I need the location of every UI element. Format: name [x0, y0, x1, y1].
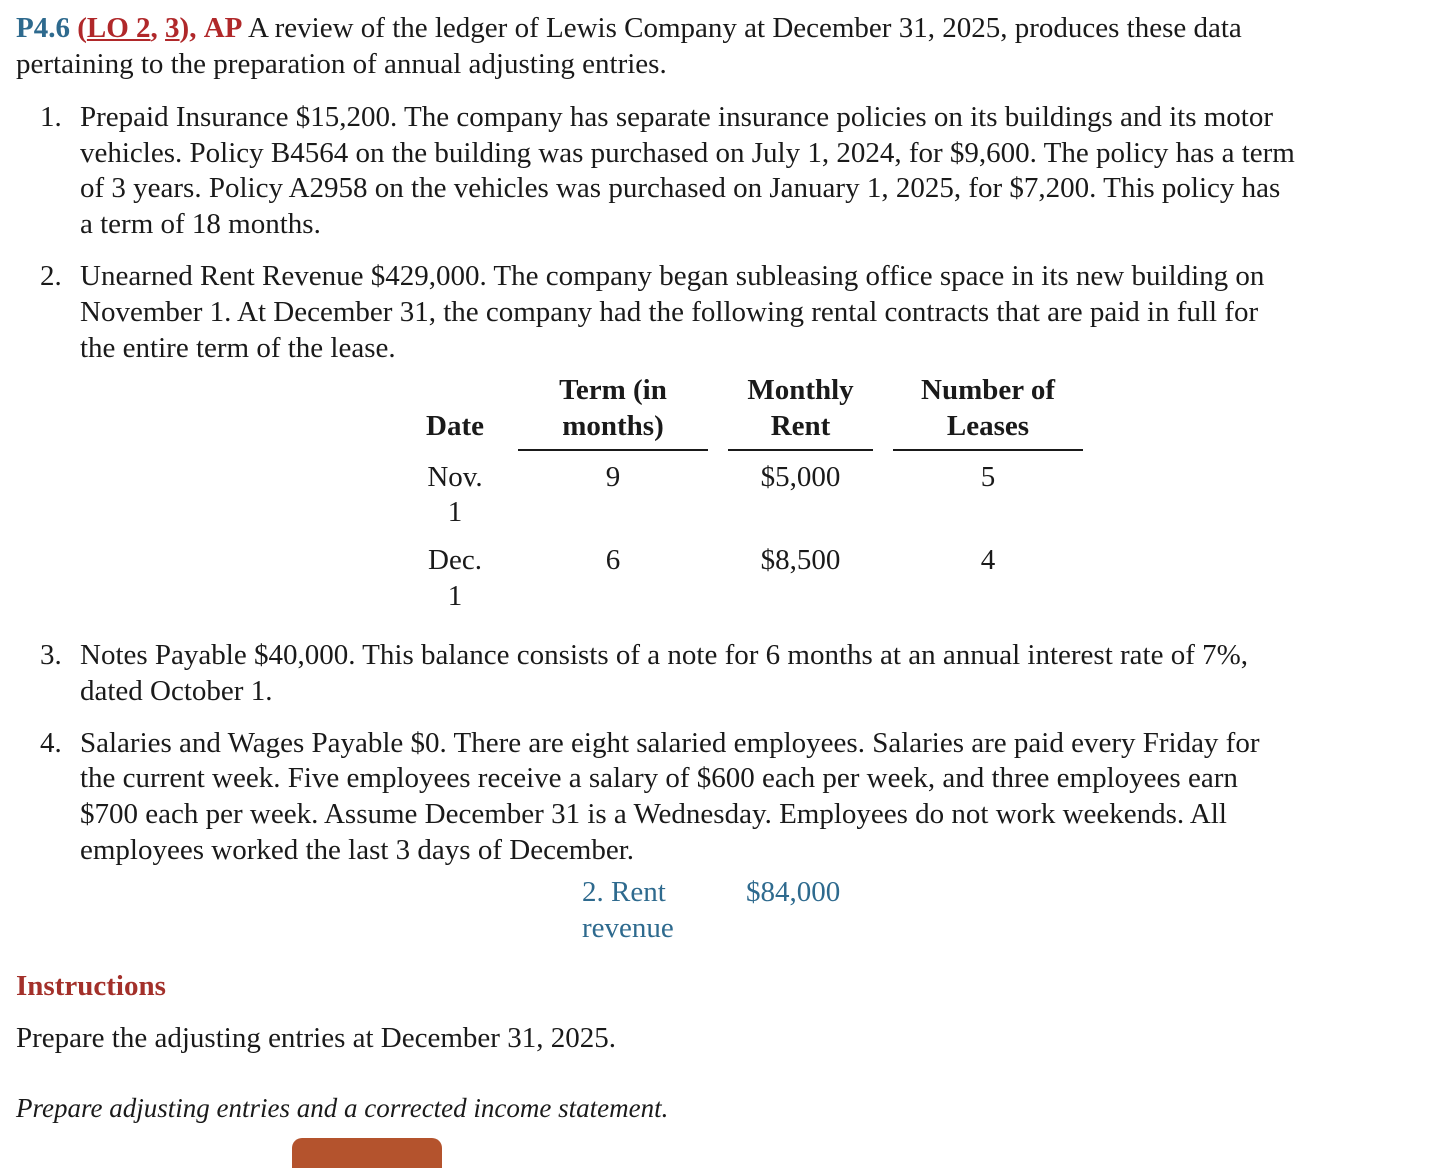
answer-label-1: 2. Rent: [582, 876, 666, 908]
table-cell-leases: 4: [980, 544, 996, 576]
col-header-leases-2: Leases: [946, 410, 1030, 442]
col-header-date: Date: [426, 410, 484, 442]
item-number: 3.: [40, 639, 62, 671]
lo-link-3[interactable]: 3: [165, 12, 180, 44]
header-rule: [518, 449, 708, 451]
item-number: 4.: [40, 727, 62, 759]
col-header-term-1: Term (in: [559, 374, 667, 406]
item-3-line-1: Notes Payable $40,000. This balance consists of a note for 6 months at an annual interest rate of 7%,: [80, 639, 1249, 671]
ap-label: AP: [203, 12, 243, 44]
item-3-line-2: dated October 1.: [80, 675, 273, 707]
item-1-line-1: Prepaid Insurance $15,200. The company has separate insurance policies on its buildings and its motor: [80, 101, 1274, 133]
table-cell-term: 9: [605, 461, 621, 493]
item-4-line-1: Salaries and Wages Payable $0. There are eight salaried employees. Salaries are paid every Friday for: [80, 727, 1260, 759]
table-cell-date: Nov.: [427, 461, 483, 493]
lo-close: ),: [179, 12, 197, 44]
item-1-line-3: of 3 years. Policy A2958 on the vehicles was purchased on January 1, 2025, for $7,200. This policy has: [80, 172, 1281, 204]
col-header-rent-1: Monthly: [747, 374, 854, 406]
item-number: 1.: [40, 101, 62, 133]
answer-label-2: revenue: [582, 912, 674, 944]
table-cell-date-day: 1: [447, 580, 463, 612]
lo-open: (: [77, 12, 87, 44]
intro-line-2: pertaining to the preparation of annual adjusting entries.: [16, 48, 667, 80]
action-button[interactable]: [292, 1138, 442, 1168]
instructions-text: Prepare the adjusting entries at December 31, 2025.: [16, 1022, 616, 1054]
lo-sep: ,: [150, 12, 166, 44]
table-cell-rent: $5,000: [760, 461, 841, 493]
item-1-line-4: a term of 18 months.: [80, 208, 321, 240]
table-cell-date-day: 1: [447, 496, 463, 528]
lo-link-2[interactable]: LO 2: [86, 12, 151, 44]
table-cell-term: 6: [605, 544, 621, 576]
header-rule: [728, 449, 873, 451]
answer-value: $84,000: [746, 876, 841, 908]
problem-id: P4.6: [16, 12, 70, 44]
item-2-line-1: Unearned Rent Revenue $429,000. The company began subleasing office space in its new building on: [80, 260, 1265, 292]
col-header-term-2: months): [562, 410, 664, 442]
header-rule: [893, 449, 1083, 451]
instructions-note: Prepare adjusting entries and a corrected income statement.: [16, 1093, 669, 1123]
table-cell-date: Dec.: [428, 544, 482, 576]
instructions-heading: Instructions: [16, 970, 166, 1002]
item-4-line-4: employees worked the last 3 days of December.: [80, 834, 635, 866]
table-cell-leases: 5: [980, 461, 996, 493]
item-4-line-2: the current week. Five employees receive a salary of $600 each per week, and three employees earn: [80, 762, 1238, 794]
item-1-line-2: vehicles. Policy B4564 on the building was purchased on July 1, 2024, for $9,600. The policy has a term: [80, 137, 1295, 169]
item-number: 2.: [40, 260, 62, 292]
problem-header: [16, 10, 1242, 46]
intro-line-1: A review of the ledger of Lewis Company at December 31, 2025, produces these data: [248, 12, 1242, 44]
item-2-line-3: the entire term of the lease.: [80, 332, 396, 364]
item-4-line-3: $700 each per week. Assume December 31 is a Wednesday. Employees do not work weekends. All: [80, 798, 1227, 830]
col-header-leases-1: Number of: [921, 374, 1055, 406]
table-cell-rent: $8,500: [760, 544, 841, 576]
col-header-rent-2: Rent: [770, 410, 831, 442]
item-2-line-2: November 1. At December 31, the company had the following rental contracts that are paid in full for: [80, 296, 1259, 328]
